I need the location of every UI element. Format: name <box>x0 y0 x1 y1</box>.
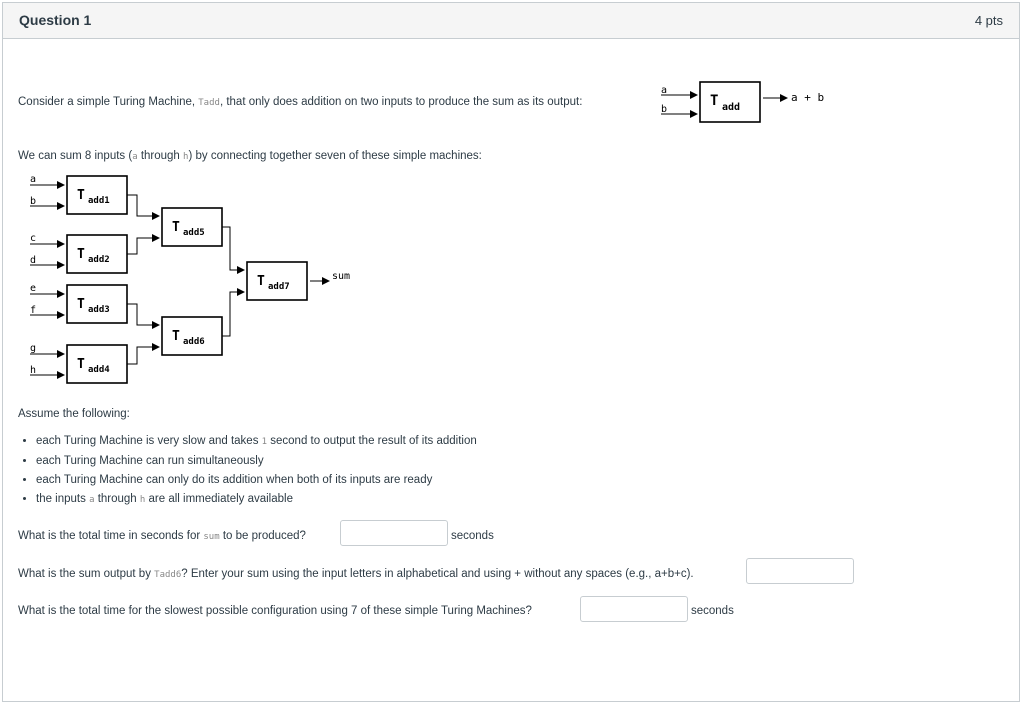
small-adder-T: T <box>710 93 719 109</box>
intro-machine-name: Tadd <box>198 98 220 108</box>
machine-add1-sub: add1 <box>88 196 110 206</box>
machine-add3-box <box>67 285 127 323</box>
small-adder-sub: add <box>722 102 741 113</box>
wire-add6-add7-path <box>222 292 244 336</box>
q3-answer-input[interactable] <box>580 596 688 622</box>
machine-add1-box <box>67 176 127 214</box>
assumption-4-from: a <box>89 495 95 505</box>
machine-add5-sub: add5 <box>183 228 205 238</box>
assumption-1-after: second to output the result of its addition <box>267 435 477 447</box>
assumption-item <box>36 432 477 452</box>
q1-text <box>18 530 306 542</box>
machine-add4-sub: add4 <box>88 365 110 375</box>
input-g: g <box>30 343 37 354</box>
machine-add6-sub: add6 <box>183 337 205 347</box>
q1-code: sum <box>203 532 220 542</box>
input-f: f <box>30 305 37 316</box>
machine-add2-box <box>67 235 127 273</box>
machine-add4-box <box>67 345 127 383</box>
assumption-item <box>36 490 477 510</box>
assumption-1-before: each Turing Machine is very slow and takes <box>36 435 262 447</box>
q1-answer-input[interactable] <box>340 520 448 546</box>
machine-add4-T: T <box>77 357 85 372</box>
small-input-b: b <box>661 104 668 115</box>
assumption-item: • each Turing Machine can only do its addition when both of its inputs are ready <box>36 471 477 490</box>
q3-text: What is the total time for the slowest possible configuration using 7 of these simple Turing Machines? <box>18 605 532 617</box>
wire-add4-add6-path <box>127 347 159 364</box>
q2-before: What is the sum output by <box>18 568 155 580</box>
wire-add5-add7-path <box>222 227 244 270</box>
q1-before: What is the total time in seconds for <box>18 530 204 542</box>
wire-add3-add6-path <box>127 304 159 325</box>
machine-add5-box <box>162 208 222 246</box>
q2-answer-input[interactable] <box>746 558 854 584</box>
assumption-1-code: 1 <box>261 437 268 447</box>
connect-text <box>18 150 482 162</box>
q2-code: Tadd6 <box>154 570 182 580</box>
assumption-4-middle: through <box>94 493 140 505</box>
intro-before: Consider a simple Turing Machine, <box>18 96 199 108</box>
adder-tree-diagram <box>22 170 382 390</box>
small-input-a: a <box>661 85 668 96</box>
q2-text <box>18 568 694 580</box>
connect-to: h <box>183 152 189 162</box>
q1-after: to be produced? <box>219 530 306 542</box>
input-c: c <box>30 233 37 244</box>
small-output-label: a + b <box>791 91 825 104</box>
input-d: d <box>30 255 37 266</box>
machine-add2-T: T <box>77 247 85 262</box>
connect-from: a <box>132 152 138 162</box>
q2-after: ? Enter your sum using the input letters in alphabetical and using + without any spaces (e.g., a+b+c). <box>181 568 694 580</box>
q1-unit: seconds <box>451 530 494 542</box>
question-header <box>3 3 1019 39</box>
connect-middle: through <box>137 150 184 162</box>
machine-add2-sub: add2 <box>88 255 110 265</box>
input-a: a <box>30 174 37 185</box>
small-adder-diagram <box>655 78 855 128</box>
assumption-item: • each Turing Machine can run simultaneously <box>36 452 477 471</box>
machine-add7-box <box>247 262 307 300</box>
question-points: 4 pts <box>974 13 1003 28</box>
machine-add5-T: T <box>172 220 180 235</box>
output-label: sum <box>332 271 351 282</box>
assumption-4-before: the inputs <box>36 493 90 505</box>
machine-add3-T: T <box>77 297 85 312</box>
assume-title: Assume the following: <box>18 408 130 420</box>
q3-unit: seconds <box>691 605 734 617</box>
question-title: Question 1 <box>19 12 92 28</box>
input-e: e <box>30 283 37 294</box>
machine-add1-T: T <box>77 188 85 203</box>
intro-text <box>18 96 582 108</box>
machine-add7-sub: add7 <box>268 282 290 292</box>
machine-add7-T: T <box>257 274 265 289</box>
assumptions-list <box>22 432 477 510</box>
wire-add1-add5-path <box>127 195 159 216</box>
input-b: b <box>30 196 37 207</box>
input-h: h <box>30 365 37 376</box>
machine-add3-sub: add3 <box>88 305 110 315</box>
machine-add6-T: T <box>172 329 180 344</box>
intro-after: , that only does addition on two inputs to produce the sum as its output: <box>219 96 583 108</box>
assumption-4-after: are all immediately available <box>145 493 293 505</box>
connect-after: ) by connecting together seven of these simple machines: <box>188 150 482 162</box>
machine-add6-box <box>162 317 222 355</box>
wire-add2-add5-path <box>127 238 159 254</box>
assumption-4-to: h <box>139 495 146 505</box>
connect-before: We can sum 8 inputs ( <box>18 150 133 162</box>
